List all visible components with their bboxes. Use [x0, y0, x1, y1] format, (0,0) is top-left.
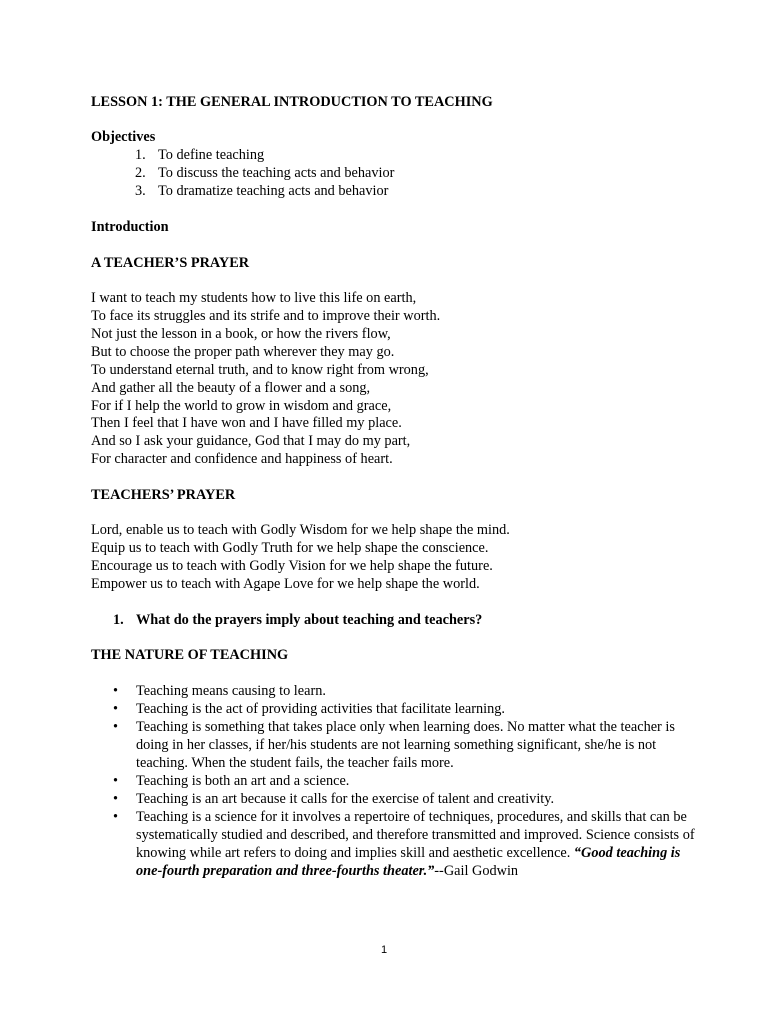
prayer1-line: And so I ask your guidance, God that I may do my part,	[91, 433, 411, 449]
nature-bullet: Teaching is an art because it calls for the exercise of talent and creativity.	[136, 791, 555, 807]
nature-bullet-science	[136, 808, 696, 880]
prayer1-line: For character and confidence and happiness of heart.	[91, 451, 393, 467]
prayer2-line: Encourage us to teach with Godly Vision for we help shape the future.	[91, 558, 493, 574]
bullet-icon: •	[113, 773, 119, 789]
question-text: What do the prayers imply about teaching and teachers?	[136, 612, 483, 628]
objectives-heading: Objectives	[91, 129, 156, 145]
objective-text: To dramatize teaching acts and behavior	[158, 183, 389, 199]
nature-bullet: Teaching is something that takes place only when learning does. No matter what the teacher is doing in her classes, if her/his students are not learning something significant, she/he is not teaching. When the student fails, the teacher fails more.	[136, 719, 675, 771]
prayer1-heading: A TEACHER’S PRAYER	[91, 255, 250, 271]
bullet-icon: •	[113, 719, 119, 735]
prayer1-line: I want to teach my students how to live this life on earth,	[91, 290, 417, 306]
prayer1-line: Then I feel that I have won and I have filled my place.	[91, 415, 402, 431]
prayer1-line: But to choose the proper path wherever they may go.	[91, 344, 395, 360]
introduction-heading: Introduction	[91, 219, 169, 235]
bullet-icon: •	[113, 701, 119, 717]
prayer1-line: For if I help the world to grow in wisdom and grace,	[91, 398, 392, 414]
prayer1-line: To face its struggles and its strife and to improve their worth.	[91, 308, 441, 324]
prayer1-line: To understand eternal truth, and to know right from wrong,	[91, 362, 429, 378]
lesson-title: LESSON 1: THE GENERAL INTRODUCTION TO TEACHING	[91, 94, 493, 110]
bullet-icon: •	[113, 683, 119, 699]
prayer2-line: Empower us to teach with Agape Love for we help shape the world.	[91, 576, 480, 592]
prayer2-line: Lord, enable us to teach with Godly Wisdom for we help shape the mind.	[91, 522, 510, 538]
science-bullet-text: Teaching is a science for it involves a repertoire of techniques, procedures, and skills that can be systematically studied and described, and therefore transmitted and improved. Science consists of knowing while art refers to doing and implies skill and aesthetic excellence.	[136, 809, 695, 861]
objective-number: 1.	[135, 147, 146, 163]
bullet-icon: •	[113, 791, 119, 807]
quote-attribution: --Gail Godwin	[434, 863, 519, 879]
bullet-icon: •	[113, 809, 119, 825]
nature-heading: THE NATURE OF TEACHING	[91, 647, 289, 663]
question-number: 1.	[113, 612, 124, 628]
objective-number: 3.	[135, 183, 146, 199]
prayer2-line: Equip us to teach with Godly Truth for we help shape the conscience.	[91, 540, 489, 556]
prayer1-line: Not just the lesson in a book, or how the rivers flow,	[91, 326, 391, 342]
nature-bullet: Teaching is both an art and a science.	[136, 773, 350, 789]
nature-bullet: Teaching is the act of providing activities that facilitate learning.	[136, 701, 505, 717]
prayer2-heading: TEACHERS’ PRAYER	[91, 487, 236, 503]
prayer1-line: And gather all the beauty of a flower and a song,	[91, 380, 371, 396]
godwin-quote: “Good teaching is one-fourth preparation and three-fourths theater.”	[136, 845, 681, 879]
nature-bullet: Teaching means causing to learn.	[136, 683, 326, 699]
page-number: 1	[380, 944, 388, 956]
objective-text: To discuss the teaching acts and behavior	[158, 165, 395, 181]
objective-text: To define teaching	[158, 147, 265, 163]
objective-number: 2.	[135, 165, 146, 181]
